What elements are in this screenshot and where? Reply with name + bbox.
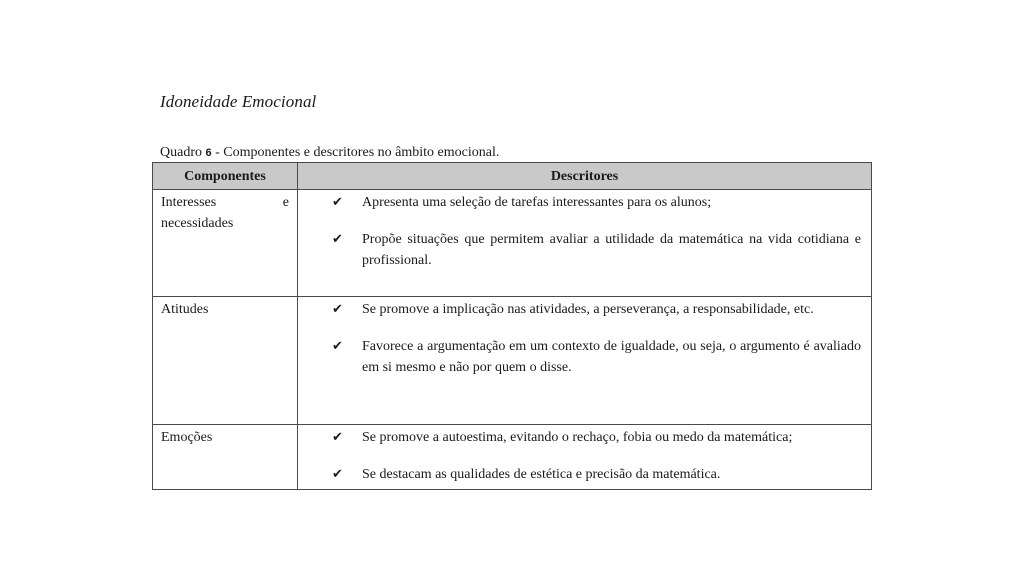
checkmark-icon: ✔ — [332, 467, 343, 482]
descriptor-text: Se promove a autoestima, evitando o rechaço, fobia ou medo da matemática; — [362, 430, 793, 445]
descriptors-table — [152, 162, 872, 490]
descriptor-cell — [298, 297, 872, 425]
table-row — [153, 297, 872, 425]
caption-number: 6 — [205, 147, 212, 159]
caption-text: - Componentes e descritores no âmbito emocional. — [215, 145, 500, 160]
descriptor-item — [298, 427, 861, 448]
descriptor-text: Favorece a argumentação em um contexto de igualdade, ou seja, o argumento é avaliado em si mesmo e não por quem o disse. — [362, 339, 861, 375]
checkmark-icon: ✔ — [332, 430, 343, 445]
section-heading: Idoneidade Emocional — [160, 92, 317, 111]
table-row — [153, 190, 872, 297]
checkmark-icon: ✔ — [332, 195, 343, 210]
component-cell: Emoções — [153, 425, 298, 490]
descriptor-item — [298, 192, 861, 213]
descriptor-item — [298, 464, 861, 485]
table-caption — [160, 145, 499, 161]
descriptor-item — [298, 299, 861, 320]
caption-prefix: Quadro — [160, 145, 202, 160]
descriptor-text: Se promove a implicação nas atividades, a perseverança, a responsabilidade, etc. — [362, 302, 814, 317]
header-descritores: Descritores — [298, 163, 872, 190]
descriptor-item — [298, 336, 861, 378]
checkmark-icon: ✔ — [332, 339, 343, 354]
component-cell: Atitudes — [153, 297, 298, 425]
component-cell: Interesses e necessidades — [153, 190, 298, 297]
descriptor-text: Propõe situações que permitem avaliar a utilidade da matemática na vida cotidiana e profissional. — [362, 232, 861, 268]
table-row — [153, 425, 872, 490]
descriptor-cell — [298, 190, 872, 297]
table-header-row — [153, 163, 872, 190]
descriptor-item — [298, 229, 861, 271]
header-componentes: Componentes — [153, 163, 298, 190]
descriptor-text: Apresenta uma seleção de tarefas interessantes para os alunos; — [362, 195, 712, 210]
checkmark-icon: ✔ — [332, 232, 343, 247]
descriptor-cell — [298, 425, 872, 490]
checkmark-icon: ✔ — [332, 302, 343, 317]
descriptor-text: Se destacam as qualidades de estética e precisão da matemática. — [362, 467, 721, 482]
